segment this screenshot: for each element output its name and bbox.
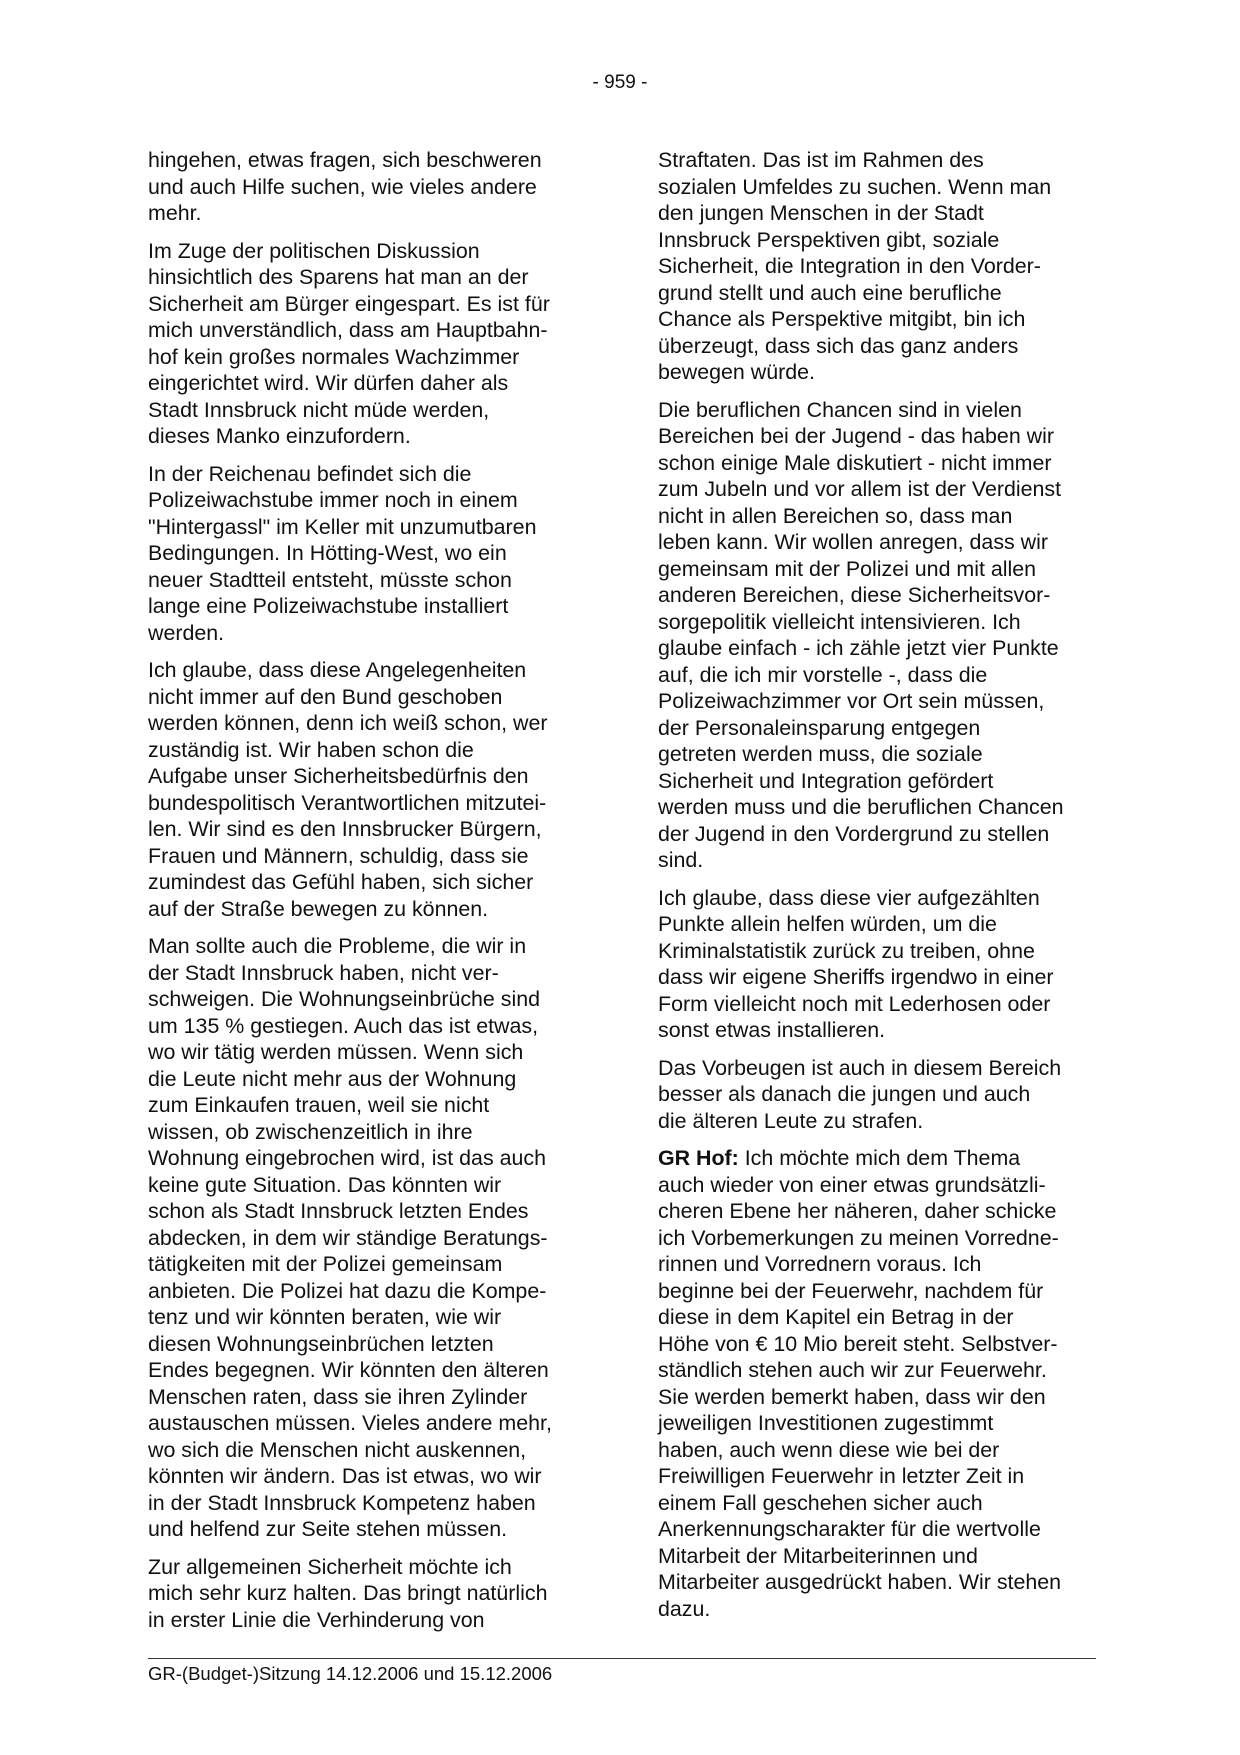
footer-session-info: GR-(Budget-)Sitzung 14.12.2006 und 15.12.2006 bbox=[148, 1663, 553, 1684]
paragraph: Das Vorbeugen ist auch in diesem Bereich besser als danach die jungen und auch die älteren Leute zu strafen. bbox=[658, 1055, 1062, 1133]
page-number: - 959 - bbox=[592, 72, 648, 93]
footer-divider bbox=[148, 1658, 1096, 1659]
paragraph: hingehen, etwas fragen, sich beschweren und auch Hilfe suchen, wie vieles andere mehr. bbox=[148, 148, 542, 225]
paragraph: Man sollte auch die Probleme, die wir in der Stadt Innsbruck haben, nicht ver- schweigen. Die Wohnungseinbrüche sind um 135 % gestiegen. Auch das ist etwas, wo wir tätig werden müssen. Wenn sich die Leute nicht mehr aus der Wohnung zum Einkaufen trauen, weil sie nicht wissen, ob zwischenzeitlich in ihre Wohnung eingebrochen wird, ist das auch keine gute Situation. Das könnten wir schon als Stadt Innsbruck letzten Endes abdecken, in dem wir ständige Beratungs- tätigkeiten mit der Polizei gemeinsam anbieten. Die Polizei hat dazu die Kompe- tenz und wir könnten beraten, wie wir diesen Wohnungseinbrüchen letzten Endes begegnen. Wir könnten den älteren Menschen raten, dass sie ihren Zylinder austauschen müssen. Vieles andere mehr, wo sich die Menschen nicht auskennen, könnten wir ändern. Das ist etwas, wo wir in der Stadt Innsbruck Kompetenz haben und helfend zur Seite stehen müssen. bbox=[148, 934, 552, 1541]
left-column bbox=[148, 147, 603, 1644]
speech-paragraph bbox=[658, 1145, 1113, 1622]
paragraph: Straftaten. Das ist im Rahmen des sozialen Umfeldes zu suchen. Wenn man den jungen Menschen in der Stadt Innsbruck Perspektiven gibt, soziale Sicherheit, die Integration in den Vorder- grund stellt und auch eine berufliche Chance als Perspektive mitgibt, bin ich überzeugt, dass sich das ganz anders bewegen würde. bbox=[658, 148, 1052, 384]
paragraph: In der Reichenau befindet sich die Polizeiwachstube immer noch in einem "Hintergassl" im Keller mit unzumutbaren Bedingungen. In Hötting-West, wo ein neuer Stadtteil entsteht, müsste schon lange eine Polizeiwachstube installiert werden. bbox=[148, 461, 537, 645]
paragraph: Die beruflichen Chancen sind in vielen Bereichen bei der Jugend - das haben wir schon einige Male diskutiert - nicht immer zum Jubeln und vor allem ist der Verdienst nicht in allen Bereichen so, dass man leben kann. Wir wollen anregen, dass wir gemeinsam mit der Polizei und mit allen anderen Bereichen, diese Sicherheitsvor- sorgepolitik vielleicht intensivieren. Ich glaube einfach - ich zähle jetzt vier Punkte auf, die ich mir vorstelle -, dass die Polizeiwachzimmer vor Ort sein müssen, der Personaleinsparung entgegen getreten werden muss, die soziale Sicherheit und Integration gefördert werden muss und die beruflichen Chancen der Jugend in den Vordergrund zu stellen sind. bbox=[658, 397, 1064, 872]
speaker-name: GR Hof: bbox=[658, 1146, 739, 1170]
speech-text: Ich möchte mich dem Thema auch wieder von einer etwas grundsätzli- cheren Ebene her näheren, daher schicke ich Vorbemerkungen zu meinen Vorredne- rinnen und Vorrednern voraus. Ich beginne bei der Feuerwehr, nachdem für diese in dem Kapitel ein Betrag in der Höhe von € 10 Mio bereit steht. Selbstver- ständlich stehen auch wir zur Feuerwehr. Sie werden bemerkt haben, dass wir den jeweiligen Investitionen zugestimmt haben, auch wenn diese wie bei der Freiwilligen Feuerwehr in letzter Zeit in einem Fall geschehen sicher auch Anerkennungscharakter für die wertvolle Mitarbeit der Mitarbeiterinnen und Mitarbeiter ausgedrückt haben. Wir stehen dazu. bbox=[658, 1146, 1062, 1621]
paragraph: Im Zuge der politischen Diskussion hinsichtlich des Sparens hat man an der Sicherheit am Bürger eingespart. Es ist für mich unverständlich, dass am Hauptbahn- hof kein großes normales Wachzimmer eingerichtet wird. Wir dürfen daher als Stadt Innsbruck nicht müde werden, dieses Manko einzufordern. bbox=[148, 238, 550, 448]
paragraph: Ich glaube, dass diese Angelegenheiten nicht immer auf den Bund geschoben werden können, denn ich weiß schon, wer zuständig ist. Wir haben schon die Aufgabe unser Sicherheitsbedürfnis den bundespolitisch Verantwortlichen mitzutei- len. Wir sind es den Innsbrucker Bürgern, Frauen und Männern, schuldig, dass sie zumindest das Gefühl haben, sich sicher auf der Straße bewegen zu können. bbox=[148, 658, 548, 921]
paragraph: Zur allgemeinen Sicherheit möchte ich mich sehr kurz halten. Das bringt natürlich in erster Linie die Verhinderung von bbox=[148, 1554, 548, 1632]
paragraph: Ich glaube, dass diese vier aufgezählten Punkte allein helfen würden, um die Kriminalstatistik zurück zu treiben, ohne dass wir eigene Sheriffs irgendwo in einer Form vielleicht noch mit Lederhosen oder sonst etwas installieren. bbox=[658, 885, 1054, 1042]
right-column bbox=[658, 147, 1113, 1633]
